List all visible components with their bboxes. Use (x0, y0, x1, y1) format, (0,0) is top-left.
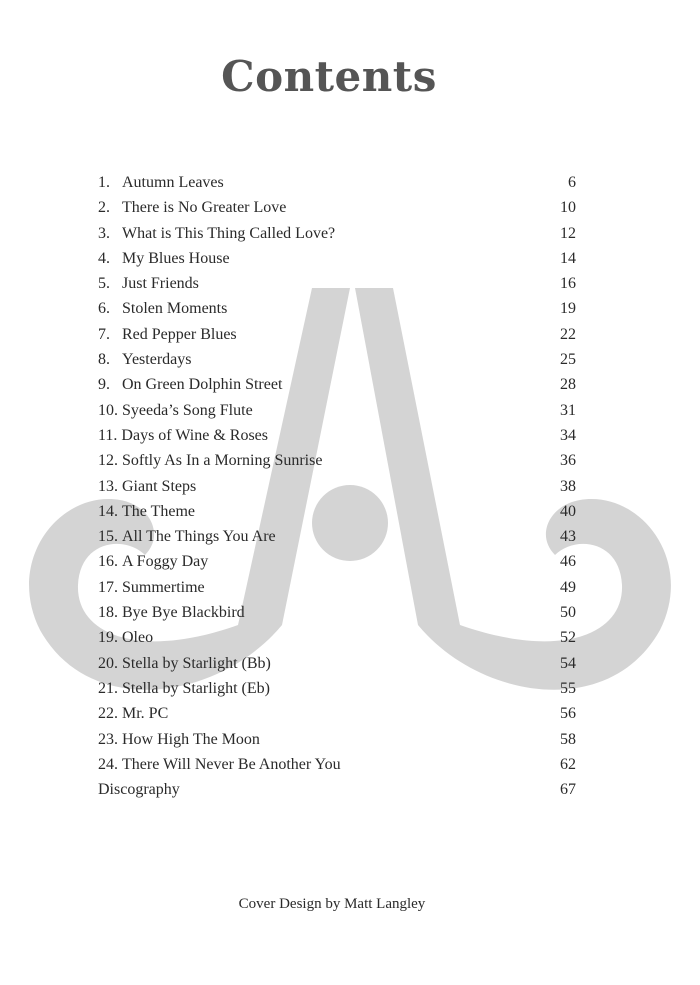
toc-entry (98, 625, 578, 650)
toc-entry (98, 524, 578, 549)
toc-entry-page: 25 (560, 351, 576, 369)
toc-entry-number: 4. (98, 249, 110, 267)
toc-entry-number: 12. (98, 452, 118, 470)
toc-entry-title: A Foggy Day (122, 553, 209, 571)
toc-entry-page: 14 (560, 249, 576, 267)
toc-entry-page: 55 (560, 679, 576, 697)
toc-entry-title: Yesterdays (122, 351, 192, 369)
toc-entry (98, 676, 578, 701)
toc-entry-number: 6. (98, 300, 110, 318)
toc-entry-number: 2. (98, 199, 110, 217)
toc-entry-title: Stella by Starlight (Eb) (122, 679, 270, 697)
toc-entry-number: 5. (98, 275, 110, 293)
toc-entry-page: 56 (560, 705, 576, 723)
toc-entry (98, 246, 578, 271)
toc-entry-number: 17. (98, 578, 118, 596)
toc-entry-page: 54 (560, 654, 576, 672)
toc-entry-page: 12 (560, 224, 576, 242)
toc-entry-title: The Theme (122, 502, 196, 520)
toc-entry-page: 22 (560, 325, 576, 343)
toc-entry-title: Days of Wine & Roses (121, 426, 269, 444)
toc-entry-title: There Will Never Be Another You (122, 755, 341, 773)
toc-entry (98, 575, 578, 600)
toc-entry-number: 1. (98, 174, 110, 191)
toc-entry (98, 322, 578, 347)
toc-entry (98, 651, 578, 676)
toc-entry-number: 13. (98, 477, 118, 495)
page-title: Contents (221, 52, 437, 101)
toc-entry-title: Autumn Leaves (122, 174, 224, 191)
cover-credit: Cover Design by Matt Langley (238, 896, 426, 912)
toc-entry-number: 16. (98, 553, 118, 571)
toc-entry-title: Syeeda’s Song Flute (122, 401, 253, 419)
toc-entry (98, 423, 578, 448)
toc-entry (98, 474, 578, 499)
toc-entry-page: 49 (560, 578, 576, 596)
table-of-contents (98, 170, 578, 802)
toc-entry (98, 221, 578, 246)
toc-entry-title: Softly As In a Morning Sunrise (122, 452, 323, 470)
toc-entry (98, 271, 578, 296)
toc-entry-number: 7. (98, 325, 110, 343)
toc-entry-page: 43 (560, 528, 576, 546)
toc-entry-page: 46 (560, 553, 576, 571)
toc-entry-page: 6 (568, 174, 576, 191)
toc-entry-page: 50 (560, 604, 576, 622)
toc-entry-page: 38 (560, 477, 576, 495)
toc-entry-title: Discography (98, 781, 180, 799)
toc-entry (98, 701, 578, 726)
toc-entry (98, 727, 578, 752)
toc-entry-title: Summertime (122, 578, 205, 596)
toc-entry-number: 20. (98, 654, 118, 672)
toc-entry-page: 34 (560, 426, 576, 444)
toc-entry-number: 11. (98, 426, 118, 444)
toc-entry-number: 14. (98, 502, 118, 520)
toc-entry-title: There is No Greater Love (122, 199, 287, 217)
toc-entry-title: All The Things You Are (122, 528, 276, 546)
toc-entry (98, 398, 578, 423)
toc-entry (98, 752, 578, 777)
toc-entry-page: 40 (560, 502, 576, 520)
toc-entry-page: 28 (560, 376, 576, 394)
toc-entry-page: 36 (560, 452, 576, 470)
toc-entry-title: Stella by Starlight (Bb) (122, 654, 271, 672)
toc-entry-page: 16 (560, 275, 576, 293)
toc-entry (98, 499, 578, 524)
toc-entry-number: 15. (98, 528, 118, 546)
toc-entry-number: 3. (98, 224, 110, 242)
toc-entry-title: Mr. PC (122, 705, 169, 723)
toc-entry-number: 18. (98, 604, 118, 622)
toc-entry-number: 21. (98, 679, 118, 697)
toc-entry-title: Bye Bye Blackbird (122, 604, 245, 622)
toc-entry-number: 24. (98, 755, 118, 773)
toc-entry-page: 52 (560, 629, 576, 647)
toc-entry-title: Red Pepper Blues (122, 325, 237, 343)
toc-entry-page: 31 (560, 401, 576, 419)
toc-entry (98, 296, 578, 321)
toc-entry (98, 549, 578, 574)
toc-entry (98, 347, 578, 372)
toc-entry-number: 22. (98, 705, 118, 723)
toc-entry (98, 372, 578, 397)
toc-entry-number: 9. (98, 376, 110, 394)
toc-entry-title: Giant Steps (122, 477, 197, 495)
toc-entry (98, 170, 578, 195)
toc-entry (98, 600, 578, 625)
toc-entry (98, 195, 578, 220)
toc-entry-page: 19 (560, 300, 576, 318)
toc-entry-number: 23. (98, 730, 118, 748)
toc-entry-page: 67 (560, 781, 576, 799)
toc-entry-title: My Blues House (122, 249, 230, 267)
toc-entry-title: How High The Moon (122, 730, 260, 748)
toc-entry-title: What is This Thing Called Love? (122, 224, 336, 242)
toc-entry (98, 448, 578, 473)
toc-entry-title: Just Friends (122, 275, 199, 293)
toc-entry-page: 10 (560, 199, 576, 217)
toc-entry-number: 19. (98, 629, 118, 647)
toc-entry-page: 62 (560, 755, 576, 773)
toc-entry-title: On Green Dolphin Street (122, 376, 283, 394)
toc-entry-page: 58 (560, 730, 576, 748)
toc-entry-number: 10. (98, 401, 118, 419)
toc-entry-title: Stolen Moments (122, 300, 228, 318)
toc-entry-number: 8. (98, 351, 110, 369)
toc-entry (98, 777, 578, 802)
toc-entry-title: Oleo (122, 629, 154, 647)
